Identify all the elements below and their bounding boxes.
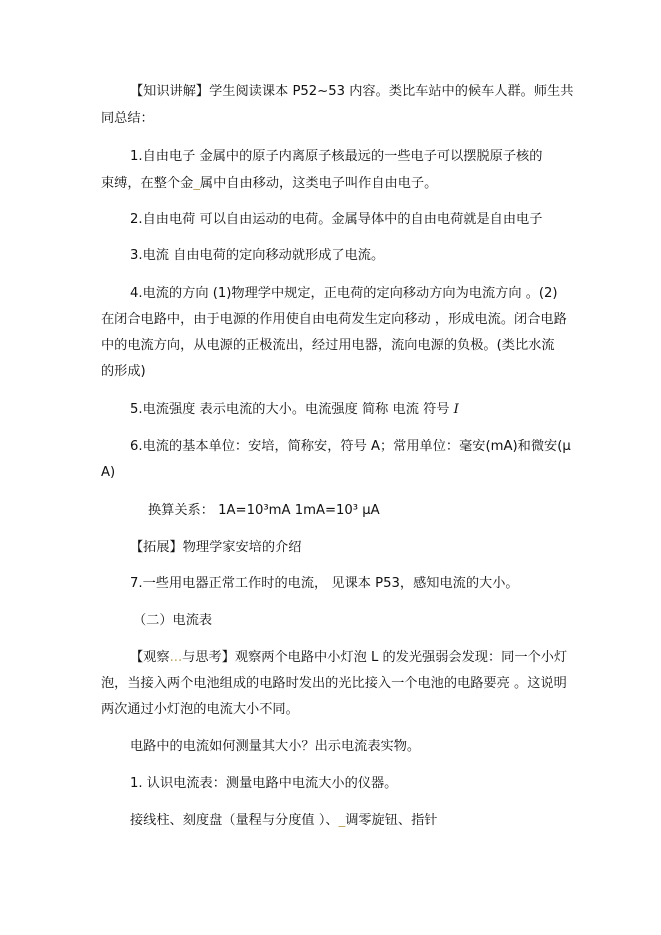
observe-text-b: 与思考】观察两个电路中小灯泡 L 的发光强弱会发现：同一个小灯 [182, 650, 568, 665]
intro-line-1: 【知识讲解】学生阅读课本 P52~53 内容。类比车站中的候车人群。师生共 [130, 84, 574, 99]
current-definition-line: 3.电流 自由电荷的定向移动就形成了电流。 [130, 248, 385, 263]
current-symbol: I [453, 402, 459, 417]
conversion-line: 换算关系： 1A=10³mA 1mA=10³ μA [148, 503, 380, 518]
section-ammeter-heading: （二）电流表 [133, 613, 213, 628]
observe-line-2: 泡，当接入两个电池组成的电路时发出的光比接入一个电池的电路要亮 。这说明 [101, 676, 567, 691]
observe-line-1 [130, 648, 567, 668]
free-electron-text-b: 属中自由移动，这类电子叫作自由电子。 [199, 176, 438, 191]
ammeter-parts-text-b: 调零旋钮、指针 [345, 813, 438, 828]
unit-line-2: A) [101, 465, 116, 480]
current-direction-line-2: 在闭合电路中，由于电源的作用使自由电荷发生定向移动 ，形成电流。闭合电路 [101, 312, 567, 327]
free-charge-line: 2.自由电荷 可以自由运动的电荷。金属导体中的自由电荷就是自由电子 [130, 212, 543, 227]
observe-line-3: 两次通过小灯泡的电流大小不同。 [101, 702, 299, 717]
ellipsis-mark-2: ... [169, 650, 183, 665]
ellipsis-mark: _ [193, 176, 200, 191]
extension-line: 【拓展】物理学家安培的介绍 [130, 540, 302, 555]
current-intensity-line [130, 400, 459, 420]
current-intensity-text: 5.电流强度 表示电流的大小。电流强度 简称 电流 符号 [130, 402, 454, 417]
free-electron-text-a: 束缚，在整个金 [101, 176, 194, 191]
free-electron-line-1: 1.自由电子 金属中的原子内离原子核最远的一些电子可以摆脱原子核的 [130, 149, 543, 164]
know-ammeter-line: 1. 认识电流表：测量电路中电流大小的仪器。 [130, 776, 398, 791]
current-direction-line-3: 中的电流方向，从电源的正极流出，经过用电器，流向电源的负极。(类比水流 [101, 338, 555, 353]
ammeter-parts-text-a: 接线柱、刻度盘（量程与分度值 ）、 [130, 813, 339, 828]
measure-question-line: 电路中的电流如何测量其大小？出示电流表实物。 [130, 739, 421, 754]
observe-text-a: 【观察 [130, 650, 170, 665]
ellipsis-mark-3: _ [338, 813, 346, 828]
current-direction-line-1: 4.电流的方向 (1)物理学中规定，正电荷的定向移动方向为电流方向 。(2) [130, 286, 558, 301]
current-direction-line-4: 的形成) [101, 364, 146, 379]
unit-line-1: 6.电流的基本单位：安培，简称安，符号 A；常用单位：毫安(mA)和微安(μ [130, 439, 571, 454]
ammeter-parts-line [130, 811, 438, 831]
free-electron-line-2 [101, 174, 437, 194]
appliance-current-line: 7.一些用电器正常工作时的电流， 见课本 P53，感知电流的大小。 [130, 576, 519, 591]
intro-line-2: 同总结： [101, 111, 154, 126]
